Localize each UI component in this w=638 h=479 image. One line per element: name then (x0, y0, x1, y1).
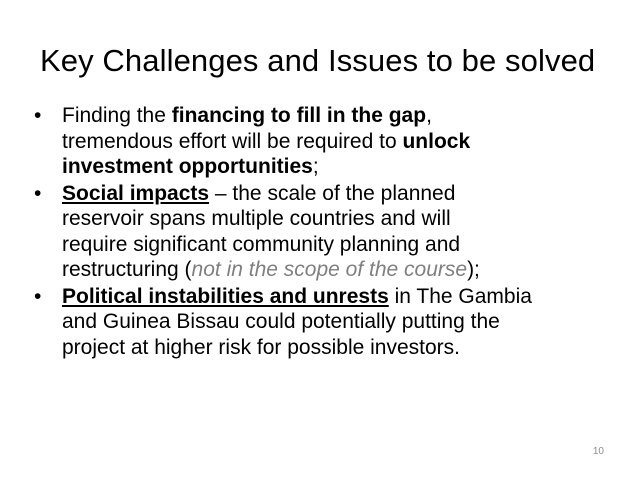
text-run: and Guinea Bissau could potentially putting the (62, 310, 500, 333)
emphasis-social-impacts: Social impacts (62, 181, 210, 205)
text-run: tremendous effort will be required to (62, 129, 403, 153)
bullet-line (62, 129, 614, 155)
bullet-icon: • (34, 104, 42, 127)
emphasis-political-instabilities: Political instabilities and unrests (62, 284, 389, 308)
bullet-icon: • (34, 284, 42, 308)
text-run: reservoir spans multiple countries and will (62, 207, 451, 230)
text-run: ; (312, 155, 319, 178)
text-run: ); (467, 258, 480, 281)
bullet-line (62, 181, 614, 207)
emphasis-unlock: unlock (402, 129, 471, 153)
bullet-line (62, 232, 614, 258)
text-run: in The Gambia (388, 284, 532, 308)
text-run: require significant community planning and (62, 232, 461, 256)
bullet-item-social-impacts (34, 181, 614, 283)
bullet-line (62, 309, 614, 335)
bullet-line (62, 284, 614, 310)
bullet-icon: • (34, 181, 42, 205)
text-run: restructuring ( (62, 258, 192, 281)
text-run: , (426, 104, 432, 127)
text-run: Finding the (62, 104, 172, 127)
bullet-item-financing (34, 103, 614, 180)
bullet-line (62, 154, 614, 180)
text-run: project at higher risk for possible investors. (62, 335, 461, 359)
text-run: – the scale of the planned (209, 181, 456, 205)
bullet-item-political-instabilities (34, 284, 614, 361)
bullet-line (62, 335, 614, 361)
emphasis-financing: financing to fill in the gap (171, 104, 427, 127)
bullet-list (34, 103, 614, 361)
bullet-line (62, 206, 614, 232)
bullet-line (62, 103, 614, 129)
slide-title: Key Challenges and Issues to be solved (40, 43, 596, 78)
bullet-line (62, 257, 614, 283)
emphasis-investment-opportunities: investment opportunities (62, 155, 313, 178)
scope-note: not in the scope of the course (191, 258, 468, 281)
page-number: 10 (592, 446, 604, 457)
